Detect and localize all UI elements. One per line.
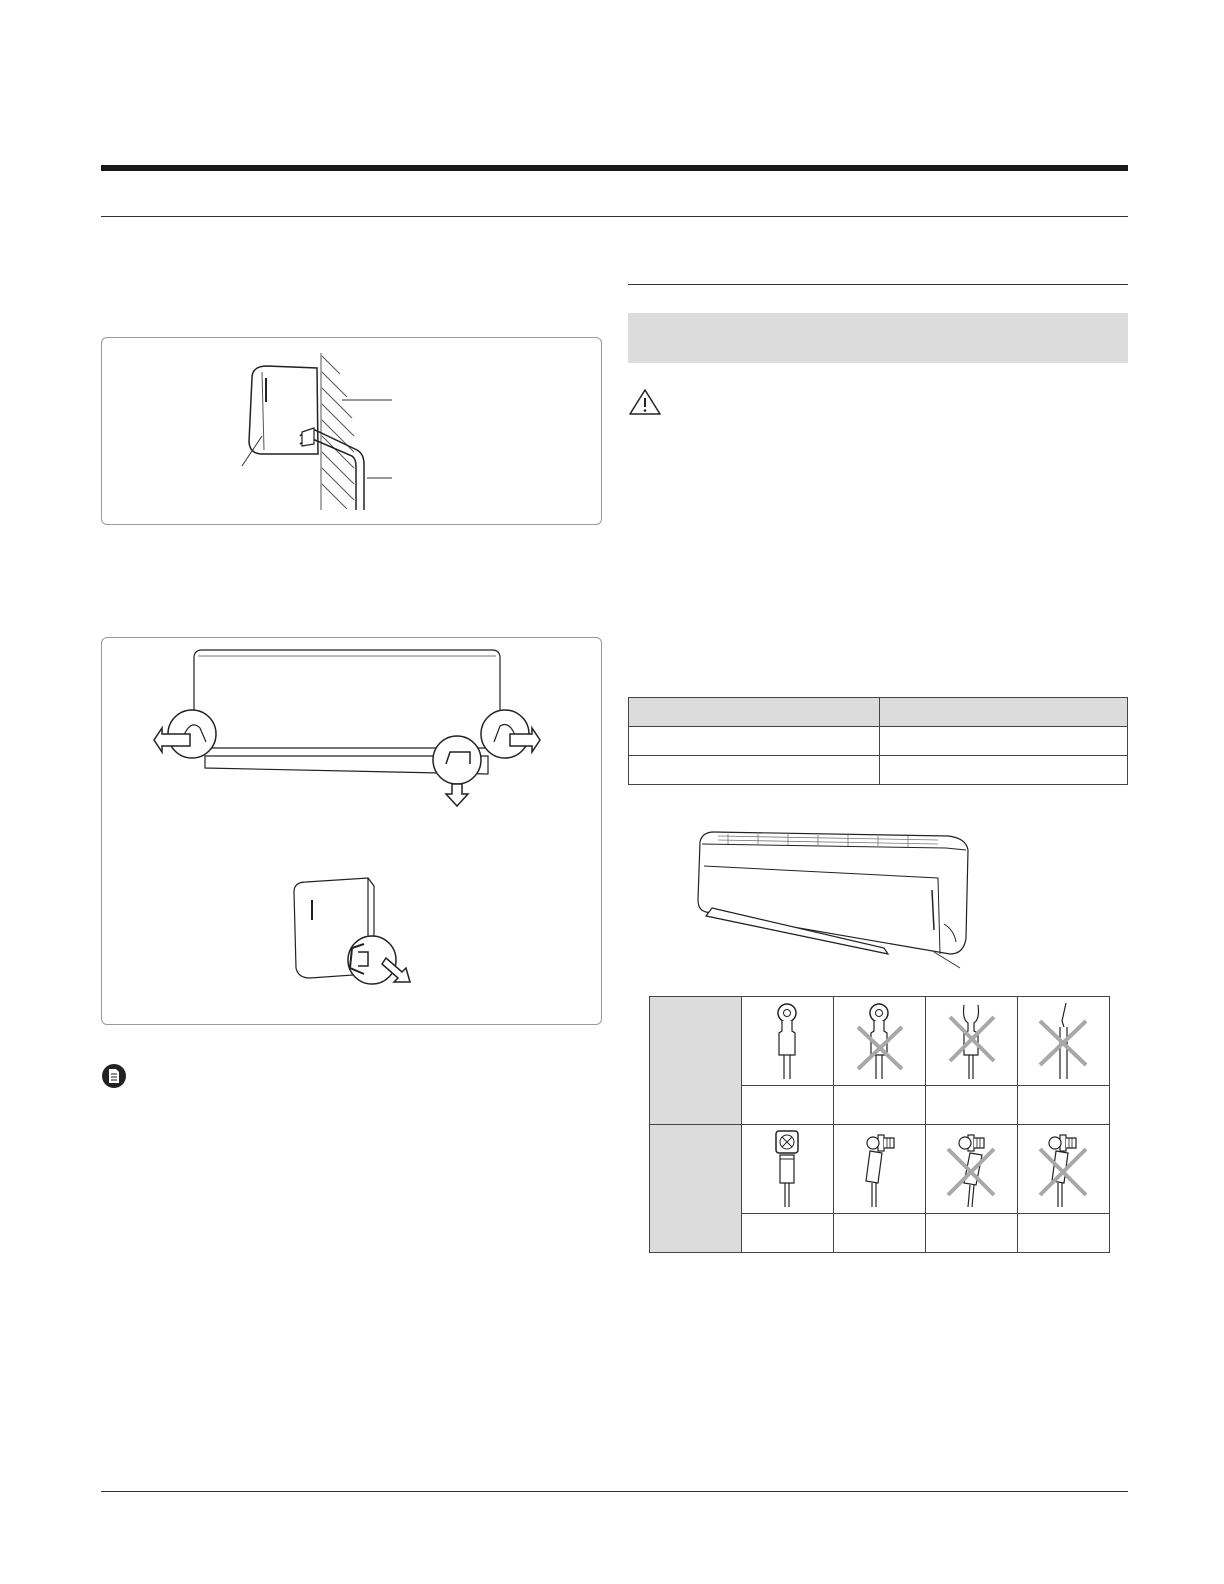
table-cell xyxy=(834,997,926,1086)
indoor-unit-perspective-figure xyxy=(688,820,978,980)
indoor-unit-side-wall-diagram xyxy=(102,338,601,524)
table-cell xyxy=(742,1086,834,1125)
table-cell xyxy=(629,756,880,785)
table-cell xyxy=(926,1214,1018,1253)
table-cell xyxy=(1018,997,1110,1086)
table-header-row xyxy=(629,698,1128,727)
table-row xyxy=(629,756,1128,785)
table-cell xyxy=(834,1086,926,1125)
table-cell xyxy=(1018,1086,1110,1125)
header-rule-thick xyxy=(101,165,1128,171)
table-cell xyxy=(1018,1214,1110,1253)
ring-terminal-crossed-icon xyxy=(834,997,925,1085)
screw-terminal-top-icon xyxy=(742,1125,833,1213)
header-rule-thin xyxy=(101,216,1128,217)
bare-wire-crossed-icon xyxy=(1018,997,1109,1085)
row-header-cell xyxy=(650,997,742,1125)
warning-triangle-icon xyxy=(628,388,662,416)
screw-terminal-side-icon xyxy=(834,1125,925,1213)
right-column-rule xyxy=(628,284,1128,285)
table-cell xyxy=(926,997,1018,1086)
table-cell xyxy=(1018,1125,1110,1214)
ring-terminal-icon xyxy=(742,997,833,1085)
table-cell xyxy=(880,727,1128,756)
table-cell xyxy=(926,1125,1018,1214)
table-cell xyxy=(926,1086,1018,1125)
screw-terminal-crossed-icon xyxy=(926,1125,1017,1213)
table-row xyxy=(629,727,1128,756)
note-icon xyxy=(101,1063,127,1089)
fork-terminal-crossed-icon xyxy=(926,997,1017,1085)
cover-removal-figure xyxy=(101,637,602,1025)
footer-rule xyxy=(101,1491,1128,1492)
table-cell xyxy=(834,1214,926,1253)
table-cell xyxy=(880,756,1128,785)
wall-mount-side-figure xyxy=(101,337,602,525)
table-cell xyxy=(629,727,880,756)
table-cell xyxy=(742,1125,834,1214)
indoor-unit-front-cover-removal-diagram xyxy=(102,638,601,1024)
row-header-cell xyxy=(650,1125,742,1253)
section-banner xyxy=(628,313,1128,363)
table-header-cell xyxy=(629,698,880,727)
table-header-cell xyxy=(880,698,1128,727)
terminal-comparison-table xyxy=(649,996,1110,1253)
table-cell xyxy=(742,997,834,1086)
table-row xyxy=(650,997,1110,1086)
indoor-unit-perspective-diagram xyxy=(688,820,978,980)
table-row xyxy=(650,1125,1110,1214)
spec-table xyxy=(628,697,1128,785)
table-cell xyxy=(742,1214,834,1253)
table-cell xyxy=(834,1125,926,1214)
screw-terminal-crossed-icon xyxy=(1018,1125,1109,1213)
